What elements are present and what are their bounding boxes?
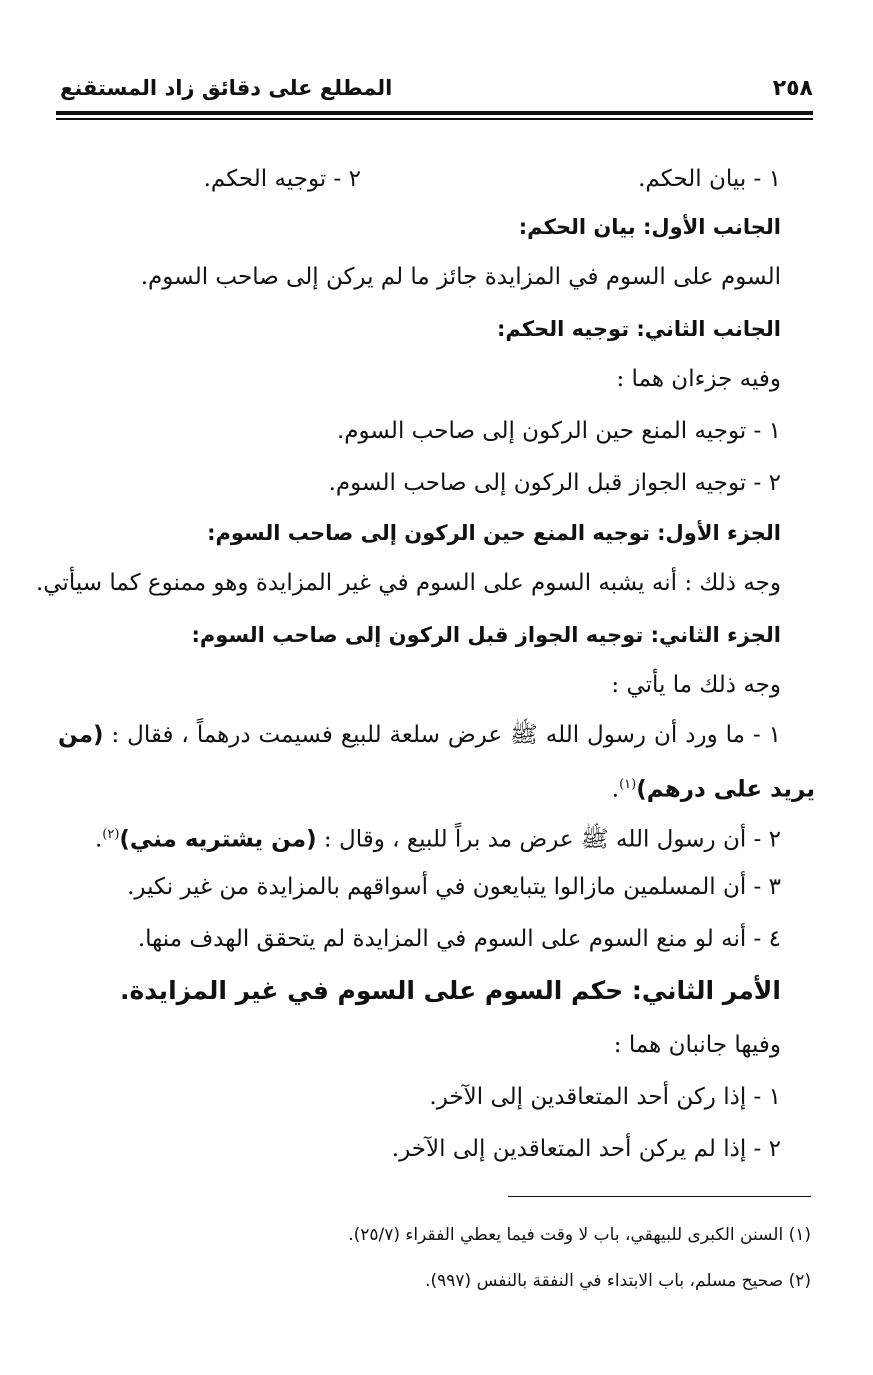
- footnote-marker-1: (١): [619, 777, 637, 792]
- evidence-4: ٤ - أنه لو منع السوم على السوم في المزايدة لم يتحقق الهدف منها.: [137, 926, 781, 952]
- paragraph-two-sides: وفيها جانبان هما :: [613, 1032, 781, 1058]
- heading-part-1: الجزء الأول: توجيه المنع حين الركون إلى صاحب السوم:: [207, 521, 781, 545]
- paragraph-reason-1: وجه ذلك : أنه يشبه السوم على السوم في غير المزايدة وهو ممنوع كما سيأتي.: [35, 570, 781, 596]
- list-item-part-1: ١ - توجيه المنع حين الركون إلى صاحب السوم.: [336, 418, 781, 444]
- footnote-1: (١) السنن الكبرى للبيهقي، باب لا وقت فيما يعطي الفقراء (٢٥/٧).: [348, 1225, 811, 1245]
- heading-matter-2: الأمر الثاني: حكم السوم على السوم في غير المزايدة.: [119, 976, 781, 1005]
- heading-side-1: الجانب الأول: بيان الحكم:: [518, 215, 781, 239]
- list-item-statement: ١ - بيان الحكم.: [638, 166, 781, 192]
- page-number: ٢٥٨: [772, 76, 813, 101]
- heading-side-2: الجانب الثاني: توجيه الحكم:: [496, 317, 781, 341]
- hadith-quote-2: (من يشتريه مني): [119, 826, 317, 853]
- hadith-quote-1-start: (من: [58, 722, 104, 748]
- evidence-2-period: .: [94, 826, 103, 853]
- list-item-side-2: ٢ - إذا لم يركن أحد المتعاقدين إلى الآخر.: [391, 1136, 781, 1162]
- paragraph-ruling: السوم على السوم في المزايدة جائز ما لم يركن إلى صاحب السوم.: [140, 264, 781, 290]
- evidence-2-text: ٢ - أن رسول الله ﷺ عرض مد براً للبيع ، وقال :: [323, 826, 781, 853]
- list-row-ruling-aspects: [58, 162, 781, 196]
- list-item-side-1: ١ - إذا ركن أحد المتعاقدين إلى الآخر.: [429, 1084, 781, 1110]
- running-title: المطلع على دقائق زاد المستقنع: [60, 76, 393, 100]
- footnote-marker-2: (٢): [102, 827, 120, 842]
- evidence-3: ٣ - أن المسلمين مازالوا يتبايعون في أسواقهم بالمزايدة من غير نكير.: [127, 874, 781, 900]
- hadith-quote-1-end: يريد على درهم): [636, 776, 815, 803]
- page-header: [60, 74, 813, 104]
- paragraph-reason-2: وجه ذلك ما يأتي :: [611, 672, 781, 698]
- evidence-1-line-2: [58, 768, 815, 807]
- list-item-part-2: ٢ - توجيه الجواز قبل الركون إلى صاحب السوم.: [328, 470, 781, 496]
- paragraph-two-parts: وفيه جزءان هما :: [616, 366, 781, 392]
- footnote-separator: [508, 1196, 811, 1197]
- evidence-1-period: .: [611, 776, 620, 803]
- evidence-1-text: ١ - ما ورد أن رسول الله ﷺ عرض سلعة للبيع فسيمت درهماً ، فقال :: [111, 722, 782, 748]
- heading-part-2: الجزء الثاني: توجيه الجواز قبل الركون إلى صاحب السوم:: [191, 623, 781, 647]
- footnote-2: (٢) صحيح مسلم، باب الابتداء في النفقة بالنفس (٩٩٧).: [425, 1271, 811, 1291]
- header-rule-thick: [56, 111, 813, 115]
- evidence-2: [58, 818, 781, 857]
- list-item-justification: ٢ - توجيه الحكم.: [203, 166, 361, 192]
- header-rule-thin: [56, 118, 813, 120]
- evidence-1-line-1: [58, 718, 781, 752]
